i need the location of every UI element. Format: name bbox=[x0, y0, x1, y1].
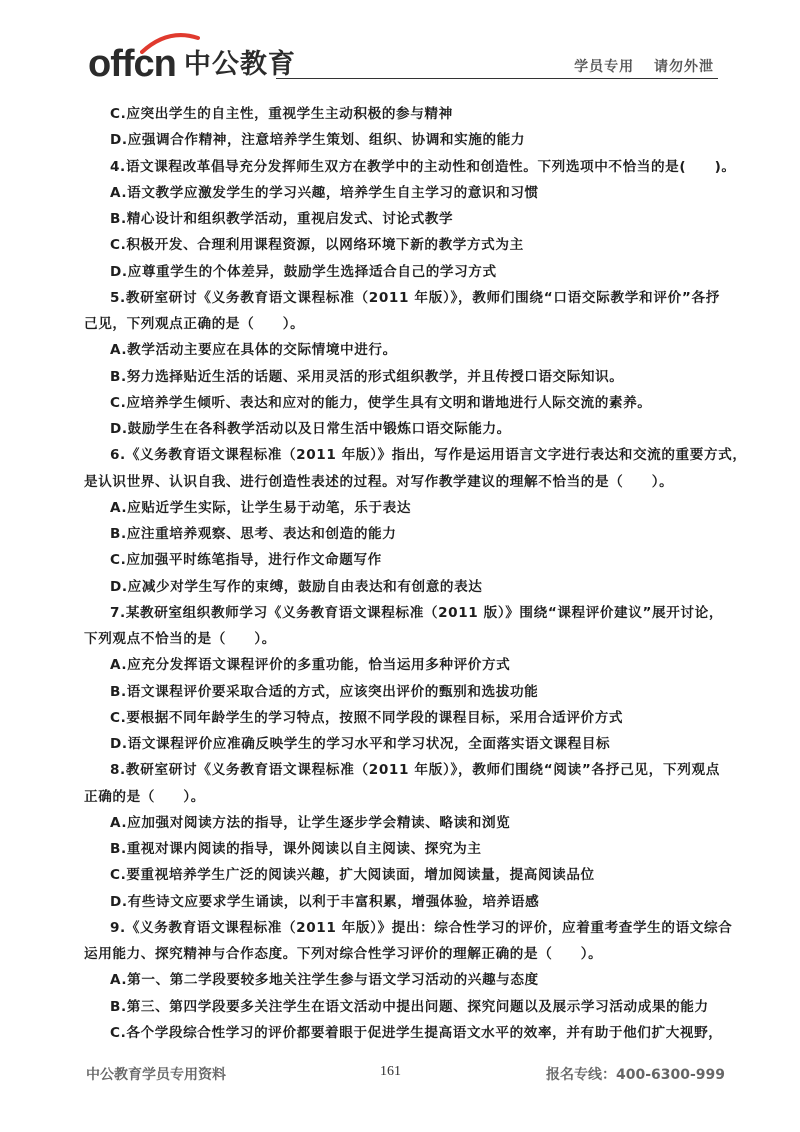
header-tag-confidential: 请勿外泄 bbox=[654, 59, 714, 75]
logo-latin-text: offcn bbox=[88, 43, 176, 85]
question-7-stem-cont: 下列观点不恰当的是（ ）。 bbox=[84, 631, 276, 647]
logo-chinese-text: 中公教育 bbox=[183, 49, 296, 80]
question-5-stem: 5.教研室研讨《义务教育语文课程标准（2011 年版）》，教师们围绕“口语交际教学和评价”各抒 bbox=[110, 289, 720, 306]
text-line: D.应减少对学生写作的束缚，鼓励自由表达和有创意的表达 bbox=[110, 578, 483, 595]
page-header bbox=[0, 0, 800, 90]
logo-swoosh-icon bbox=[140, 32, 200, 54]
header-divider bbox=[276, 78, 718, 79]
text-line: A.应充分发挥语文课程评价的多重功能，恰当运用多种评价方式 bbox=[110, 657, 511, 674]
registration-hotline: 报名专线：400-6300-999 bbox=[546, 1067, 726, 1083]
text-line: D.有些诗文应要求学生诵读，以利于丰富积累，增强体验，培养语感 bbox=[110, 893, 540, 910]
text-line: B.应注重培养观察、思考、表达和创造的能力 bbox=[110, 526, 397, 542]
text-line: C.应培养学生倾听、表达和应对的能力，使学生具有文明和谐地进行人际交流的素养。 bbox=[110, 394, 652, 411]
text-line: A.教学活动主要应在具体的交际情境中进行。 bbox=[110, 342, 397, 359]
text-line: A.应加强对阅读方法的指导，让学生逐步学会精读、略读和浏览 bbox=[110, 814, 511, 831]
document-body bbox=[84, 101, 747, 1046]
question-7-stem: 7.某教研室组织教师学习《义务教育语文课程标准（2011 版）》围绕“课程评价建议”展开讨论， bbox=[110, 604, 724, 621]
question-6-stem-cont: 是认识世界、认识自我、进行创造性表述的过程。对写作教学建议的理解不恰当的是（ ）。 bbox=[84, 473, 674, 490]
text-line: B.重视对课内阅读的指导，课外阅读以自主阅读、探究为主 bbox=[110, 841, 482, 857]
text-line: C.要重视培养学生广泛的阅读兴趣，扩大阅读面，增加阅读量，提高阅读品位 bbox=[110, 867, 595, 884]
question-6-stem: 6.《义务教育语文课程标准（2011 年版）》指出，写作是运用语言文字进行表达和交流的重要方式， bbox=[110, 447, 747, 464]
text-line: B.第三、第四学段要多关注学生在语文活动中提出问题、探究问题以及展示学习活动成果的能力 bbox=[110, 998, 709, 1015]
question-8-stem-cont: 正确的是（ ）。 bbox=[84, 788, 205, 805]
text-line: C.应突出学生的自主性，重视学生主动积极的参与精神 bbox=[110, 106, 453, 122]
page-number: 161 bbox=[380, 1064, 401, 1079]
header-tag-students-only: 学员专用 bbox=[574, 59, 635, 75]
text-line: D.应尊重学生的个体差异，鼓励学生选择适合自己的学习方式 bbox=[110, 263, 497, 280]
text-line: A.应贴近学生实际，让学生易于动笔，乐于表达 bbox=[110, 499, 412, 516]
text-line: C.各个学段综合性学习的评价都要着眼于促进学生提高语文水平的效率，并有助于他们扩大视野， bbox=[110, 1024, 723, 1041]
text-line: D.语文课程评价应准确反映学生的学习水平和学习状况，全面落实语文课程目标 bbox=[110, 736, 611, 752]
footer-label: 中公教育学员专用资料 bbox=[86, 1067, 226, 1083]
text-line: C.要根据不同年龄学生的学习特点，按照不同学段的课程目标，采用合适评价方式 bbox=[110, 709, 624, 726]
header-tags bbox=[560, 56, 714, 76]
text-line: D.鼓励学生在各科教学活动以及日常生活中锻炼口语交际能力。 bbox=[110, 421, 511, 437]
text-line: D.应强调合作精神，注意培养学生策划、组织、协调和实施的能力 bbox=[110, 132, 526, 149]
page-footer bbox=[0, 1064, 800, 1094]
question-4-stem: 4.语文课程改革倡导充分发挥师生双方在教学中的主动性和创造性。下列选项中不恰当的是( )。 bbox=[110, 158, 736, 175]
question-9-stem-cont: 运用能力、探究精神与合作态度。下列对综合性学习评价的理解正确的是（ ）。 bbox=[84, 946, 603, 962]
text-line: A.语文教学应激发学生的学习兴趣，培养学生自主学习的意识和习惯 bbox=[110, 184, 539, 201]
text-line: B.语文课程评价要采取合适的方式，应该突出评价的甄别和选拔功能 bbox=[110, 683, 539, 700]
question-8-stem: 8.教研室研讨《义务教育语文课程标准（2011 年版）》，教师们围绕“阅读”各抒己见，下列观点 bbox=[110, 762, 720, 779]
offcn-logo bbox=[88, 38, 296, 84]
text-line: B.努力选择贴近生活的话题、采用灵活的形式组织教学，并且传授口语交际知识。 bbox=[110, 368, 624, 385]
question-9-stem: 9.《义务教育语文课程标准（2011 年版）》提出：综合性学习的评价，应着重考查学生的语文综合 bbox=[110, 919, 733, 936]
text-line: A.第一、第二学段要较多地关注学生参与语文学习活动的兴趣与态度 bbox=[110, 972, 539, 989]
text-line: B.精心设计和组织教学活动，重视启发式、讨论式教学 bbox=[110, 211, 454, 227]
text-line: C.积极开发、合理利用课程资源，以网络环境下新的教学方式为主 bbox=[110, 237, 524, 254]
question-5-stem-cont: 己见，下列观点正确的是（ ）。 bbox=[84, 316, 305, 332]
text-line: C.应加强平时练笔指导，进行作文命题写作 bbox=[110, 552, 382, 569]
